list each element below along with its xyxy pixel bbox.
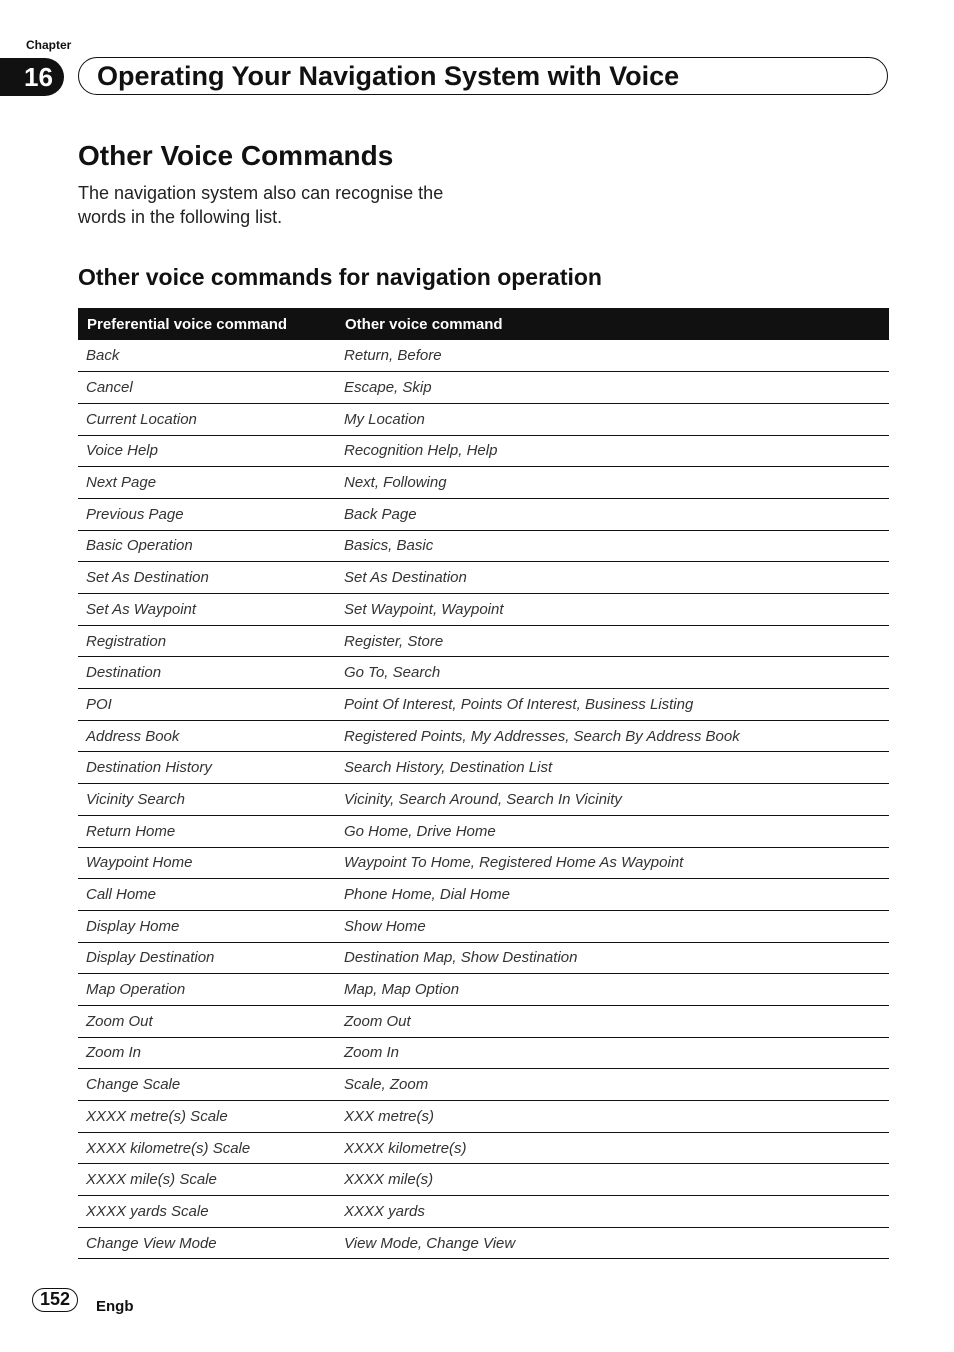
chapter-label: Chapter: [26, 38, 72, 52]
preferential-command-cell: Display Home: [78, 910, 336, 942]
other-command-cell: Return, Before: [336, 340, 889, 372]
chapter-title-box: [78, 57, 888, 95]
other-command-cell: Destination Map, Show Destination: [336, 942, 889, 974]
preferential-command-cell: Basic Operation: [78, 530, 336, 562]
table-row: [78, 372, 889, 404]
other-command-cell: Back Page: [336, 498, 889, 530]
other-command-cell: Go Home, Drive Home: [336, 815, 889, 847]
other-command-cell: XXXX kilometre(s): [336, 1132, 889, 1164]
other-command-cell: Basics, Basic: [336, 530, 889, 562]
preferential-command-cell: Display Destination: [78, 942, 336, 974]
table-row: [78, 657, 889, 689]
other-command-cell: Zoom In: [336, 1037, 889, 1069]
section-title: Other Voice Commands: [78, 140, 394, 171]
table-row: [78, 1069, 889, 1101]
preferential-command-cell: Change View Mode: [78, 1227, 336, 1259]
other-command-cell: Register, Store: [336, 625, 889, 657]
preferential-command-cell: Next Page: [78, 467, 336, 499]
other-command-cell: Escape, Skip: [336, 372, 889, 404]
table-row: [78, 562, 889, 594]
table-row: [78, 1101, 889, 1133]
preferential-command-cell: Voice Help: [78, 435, 336, 467]
column-header-other: Other voice command: [336, 308, 889, 340]
chapter-number-badge: 16: [0, 58, 64, 96]
preferential-command-cell: Waypoint Home: [78, 847, 336, 879]
preferential-command-cell: XXXX metre(s) Scale: [78, 1101, 336, 1133]
other-command-cell: Show Home: [336, 910, 889, 942]
preferential-command-cell: XXXX mile(s) Scale: [78, 1164, 336, 1196]
preferential-command-cell: Map Operation: [78, 974, 336, 1006]
preferential-command-cell: POI: [78, 689, 336, 721]
other-command-cell: XXX metre(s): [336, 1101, 889, 1133]
other-command-cell: My Location: [336, 403, 889, 435]
table-body: [78, 340, 889, 1259]
other-command-cell: Next, Following: [336, 467, 889, 499]
preferential-command-cell: Cancel: [78, 372, 336, 404]
preferential-command-cell: Registration: [78, 625, 336, 657]
table-row: [78, 942, 889, 974]
table-row: [78, 1037, 889, 1069]
preferential-command-cell: Zoom In: [78, 1037, 336, 1069]
other-command-cell: XXXX mile(s): [336, 1164, 889, 1196]
preferential-command-cell: Destination History: [78, 752, 336, 784]
table-row: [78, 689, 889, 721]
table-row: [78, 530, 889, 562]
other-command-cell: Waypoint To Home, Registered Home As Waypoint: [336, 847, 889, 879]
table-row: [78, 815, 889, 847]
table-row: [78, 403, 889, 435]
table-row: [78, 720, 889, 752]
other-command-cell: Phone Home, Dial Home: [336, 879, 889, 911]
other-command-cell: Set As Destination: [336, 562, 889, 594]
preferential-command-cell: Return Home: [78, 815, 336, 847]
table-row: [78, 340, 889, 372]
preferential-command-cell: Call Home: [78, 879, 336, 911]
table-row: [78, 467, 889, 499]
table-row: [78, 498, 889, 530]
other-command-cell: Search History, Destination List: [336, 752, 889, 784]
preferential-command-cell: Address Book: [78, 720, 336, 752]
other-command-cell: View Mode, Change View: [336, 1227, 889, 1259]
preferential-command-cell: Back: [78, 340, 336, 372]
other-command-cell: Registered Points, My Addresses, Search By Address Book: [336, 720, 889, 752]
column-header-preferential: Preferential voice command: [78, 308, 336, 340]
voice-command-table: [78, 308, 889, 1259]
preferential-command-cell: Set As Waypoint: [78, 594, 336, 626]
table-header-row: [78, 308, 889, 340]
table-row: [78, 974, 889, 1006]
preferential-command-cell: Current Location: [78, 403, 336, 435]
table-row: [78, 1005, 889, 1037]
table-row: [78, 435, 889, 467]
preferential-command-cell: Vicinity Search: [78, 784, 336, 816]
page-number: 152: [32, 1288, 78, 1312]
table-row: [78, 594, 889, 626]
other-command-cell: XXXX yards: [336, 1196, 889, 1228]
table-row: [78, 1164, 889, 1196]
other-command-cell: Point Of Interest, Points Of Interest, Business Listing: [336, 689, 889, 721]
chapter-title: Operating Your Navigation System with Voice: [97, 61, 680, 91]
preferential-command-cell: Change Scale: [78, 1069, 336, 1101]
table-row: [78, 879, 889, 911]
preferential-command-cell: Zoom Out: [78, 1005, 336, 1037]
table-row: [78, 847, 889, 879]
other-command-cell: Zoom Out: [336, 1005, 889, 1037]
table-row: [78, 910, 889, 942]
subsection-title: Other voice commands for navigation operation: [78, 264, 602, 290]
preferential-command-cell: Destination: [78, 657, 336, 689]
other-command-cell: Map, Map Option: [336, 974, 889, 1006]
table-row: [78, 1196, 889, 1228]
table-row: [78, 1227, 889, 1259]
other-command-cell: Scale, Zoom: [336, 1069, 889, 1101]
intro-text: The navigation system also can recognise the words in the following list.: [78, 183, 444, 227]
other-command-cell: Set Waypoint, Waypoint: [336, 594, 889, 626]
preferential-command-cell: Previous Page: [78, 498, 336, 530]
preferential-command-cell: Set As Destination: [78, 562, 336, 594]
table-row: [78, 784, 889, 816]
other-command-cell: Go To, Search: [336, 657, 889, 689]
table-row: [78, 1132, 889, 1164]
preferential-command-cell: XXXX kilometre(s) Scale: [78, 1132, 336, 1164]
other-command-cell: Recognition Help, Help: [336, 435, 889, 467]
language-code: Engb: [96, 1298, 134, 1315]
table-row: [78, 625, 889, 657]
table-row: [78, 752, 889, 784]
preferential-command-cell: XXXX yards Scale: [78, 1196, 336, 1228]
other-command-cell: Vicinity, Search Around, Search In Vicinity: [336, 784, 889, 816]
